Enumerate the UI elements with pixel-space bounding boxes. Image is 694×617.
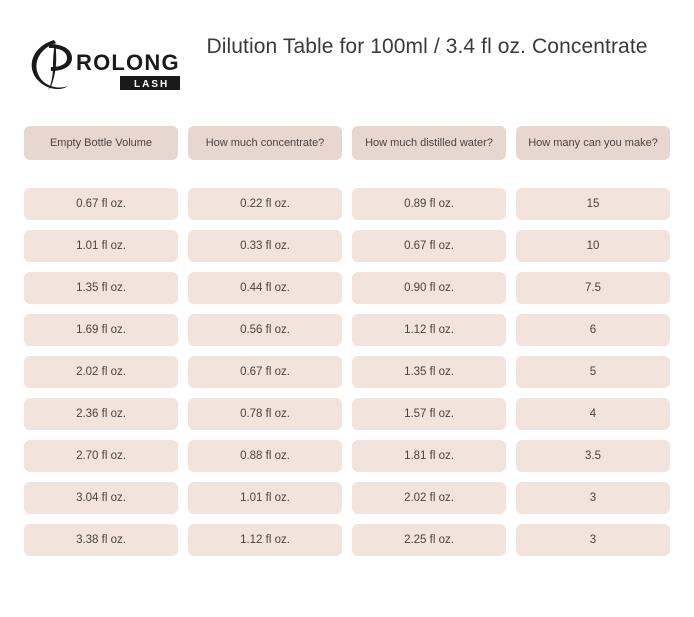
table-cell: 0.33 fl oz.	[188, 230, 342, 262]
svg-text:ROLONG: ROLONG	[76, 50, 180, 75]
svg-text:LASH: LASH	[134, 79, 170, 90]
table-cell: 0.78 fl oz.	[188, 398, 342, 430]
table-cell: 1.12 fl oz.	[352, 314, 506, 346]
table-cell: 4	[516, 398, 670, 430]
table-cell: 0.67 fl oz.	[24, 188, 178, 220]
table-column-yield	[516, 126, 670, 556]
table-cell: 2.02 fl oz.	[24, 356, 178, 388]
table-cell: 3	[516, 482, 670, 514]
table-cell: 2.36 fl oz.	[24, 398, 178, 430]
column-header: How much concentrate?	[188, 126, 342, 160]
page-header	[0, 0, 694, 118]
table-column-concentrate	[188, 126, 342, 556]
table-cell: 2.70 fl oz.	[24, 440, 178, 472]
column-spacer	[516, 170, 670, 178]
table-cell: 15	[516, 188, 670, 220]
column-header: Empty Bottle Volume	[24, 126, 178, 160]
table-cell: 0.67 fl oz.	[188, 356, 342, 388]
table-cell: 0.44 fl oz.	[188, 272, 342, 304]
table-cell: 10	[516, 230, 670, 262]
table-cell: 6	[516, 314, 670, 346]
title-wrapper	[184, 26, 664, 62]
table-column-distilled-water	[352, 126, 506, 556]
table-cell: 3.38 fl oz.	[24, 524, 178, 556]
table-cell: 1.35 fl oz.	[352, 356, 506, 388]
table-cell: 0.88 fl oz.	[188, 440, 342, 472]
table-cell: 5	[516, 356, 670, 388]
column-header: How many can you make?	[516, 126, 670, 160]
table-cell: 2.02 fl oz.	[352, 482, 506, 514]
column-spacer	[188, 170, 342, 178]
table-cell: 1.81 fl oz.	[352, 440, 506, 472]
table-cell: 1.57 fl oz.	[352, 398, 506, 430]
table-cell: 2.25 fl oz.	[352, 524, 506, 556]
page-title: Dilution Table for 100ml / 3.4 fl oz. Concentrate	[206, 35, 648, 58]
column-spacer	[24, 170, 178, 178]
table-cell: 0.67 fl oz.	[352, 230, 506, 262]
brand-logo	[24, 26, 184, 98]
table-cell: 1.69 fl oz.	[24, 314, 178, 346]
dilution-table	[24, 126, 670, 556]
table-column-bottle-volume	[24, 126, 178, 556]
prolong-lash-logo-icon	[24, 36, 184, 98]
table-cell: 3.04 fl oz.	[24, 482, 178, 514]
table-cell: 7.5	[516, 272, 670, 304]
table-cell: 1.12 fl oz.	[188, 524, 342, 556]
table-cell: 1.01 fl oz.	[188, 482, 342, 514]
table-cell: 1.01 fl oz.	[24, 230, 178, 262]
column-spacer	[352, 170, 506, 178]
table-cell: 3.5	[516, 440, 670, 472]
table-cell: 0.22 fl oz.	[188, 188, 342, 220]
table-cell: 1.35 fl oz.	[24, 272, 178, 304]
table-cell: 3	[516, 524, 670, 556]
table-cell: 0.89 fl oz.	[352, 188, 506, 220]
table-cell: 0.56 fl oz.	[188, 314, 342, 346]
table-cell: 0.90 fl oz.	[352, 272, 506, 304]
column-header: How much distilled water?	[352, 126, 506, 160]
